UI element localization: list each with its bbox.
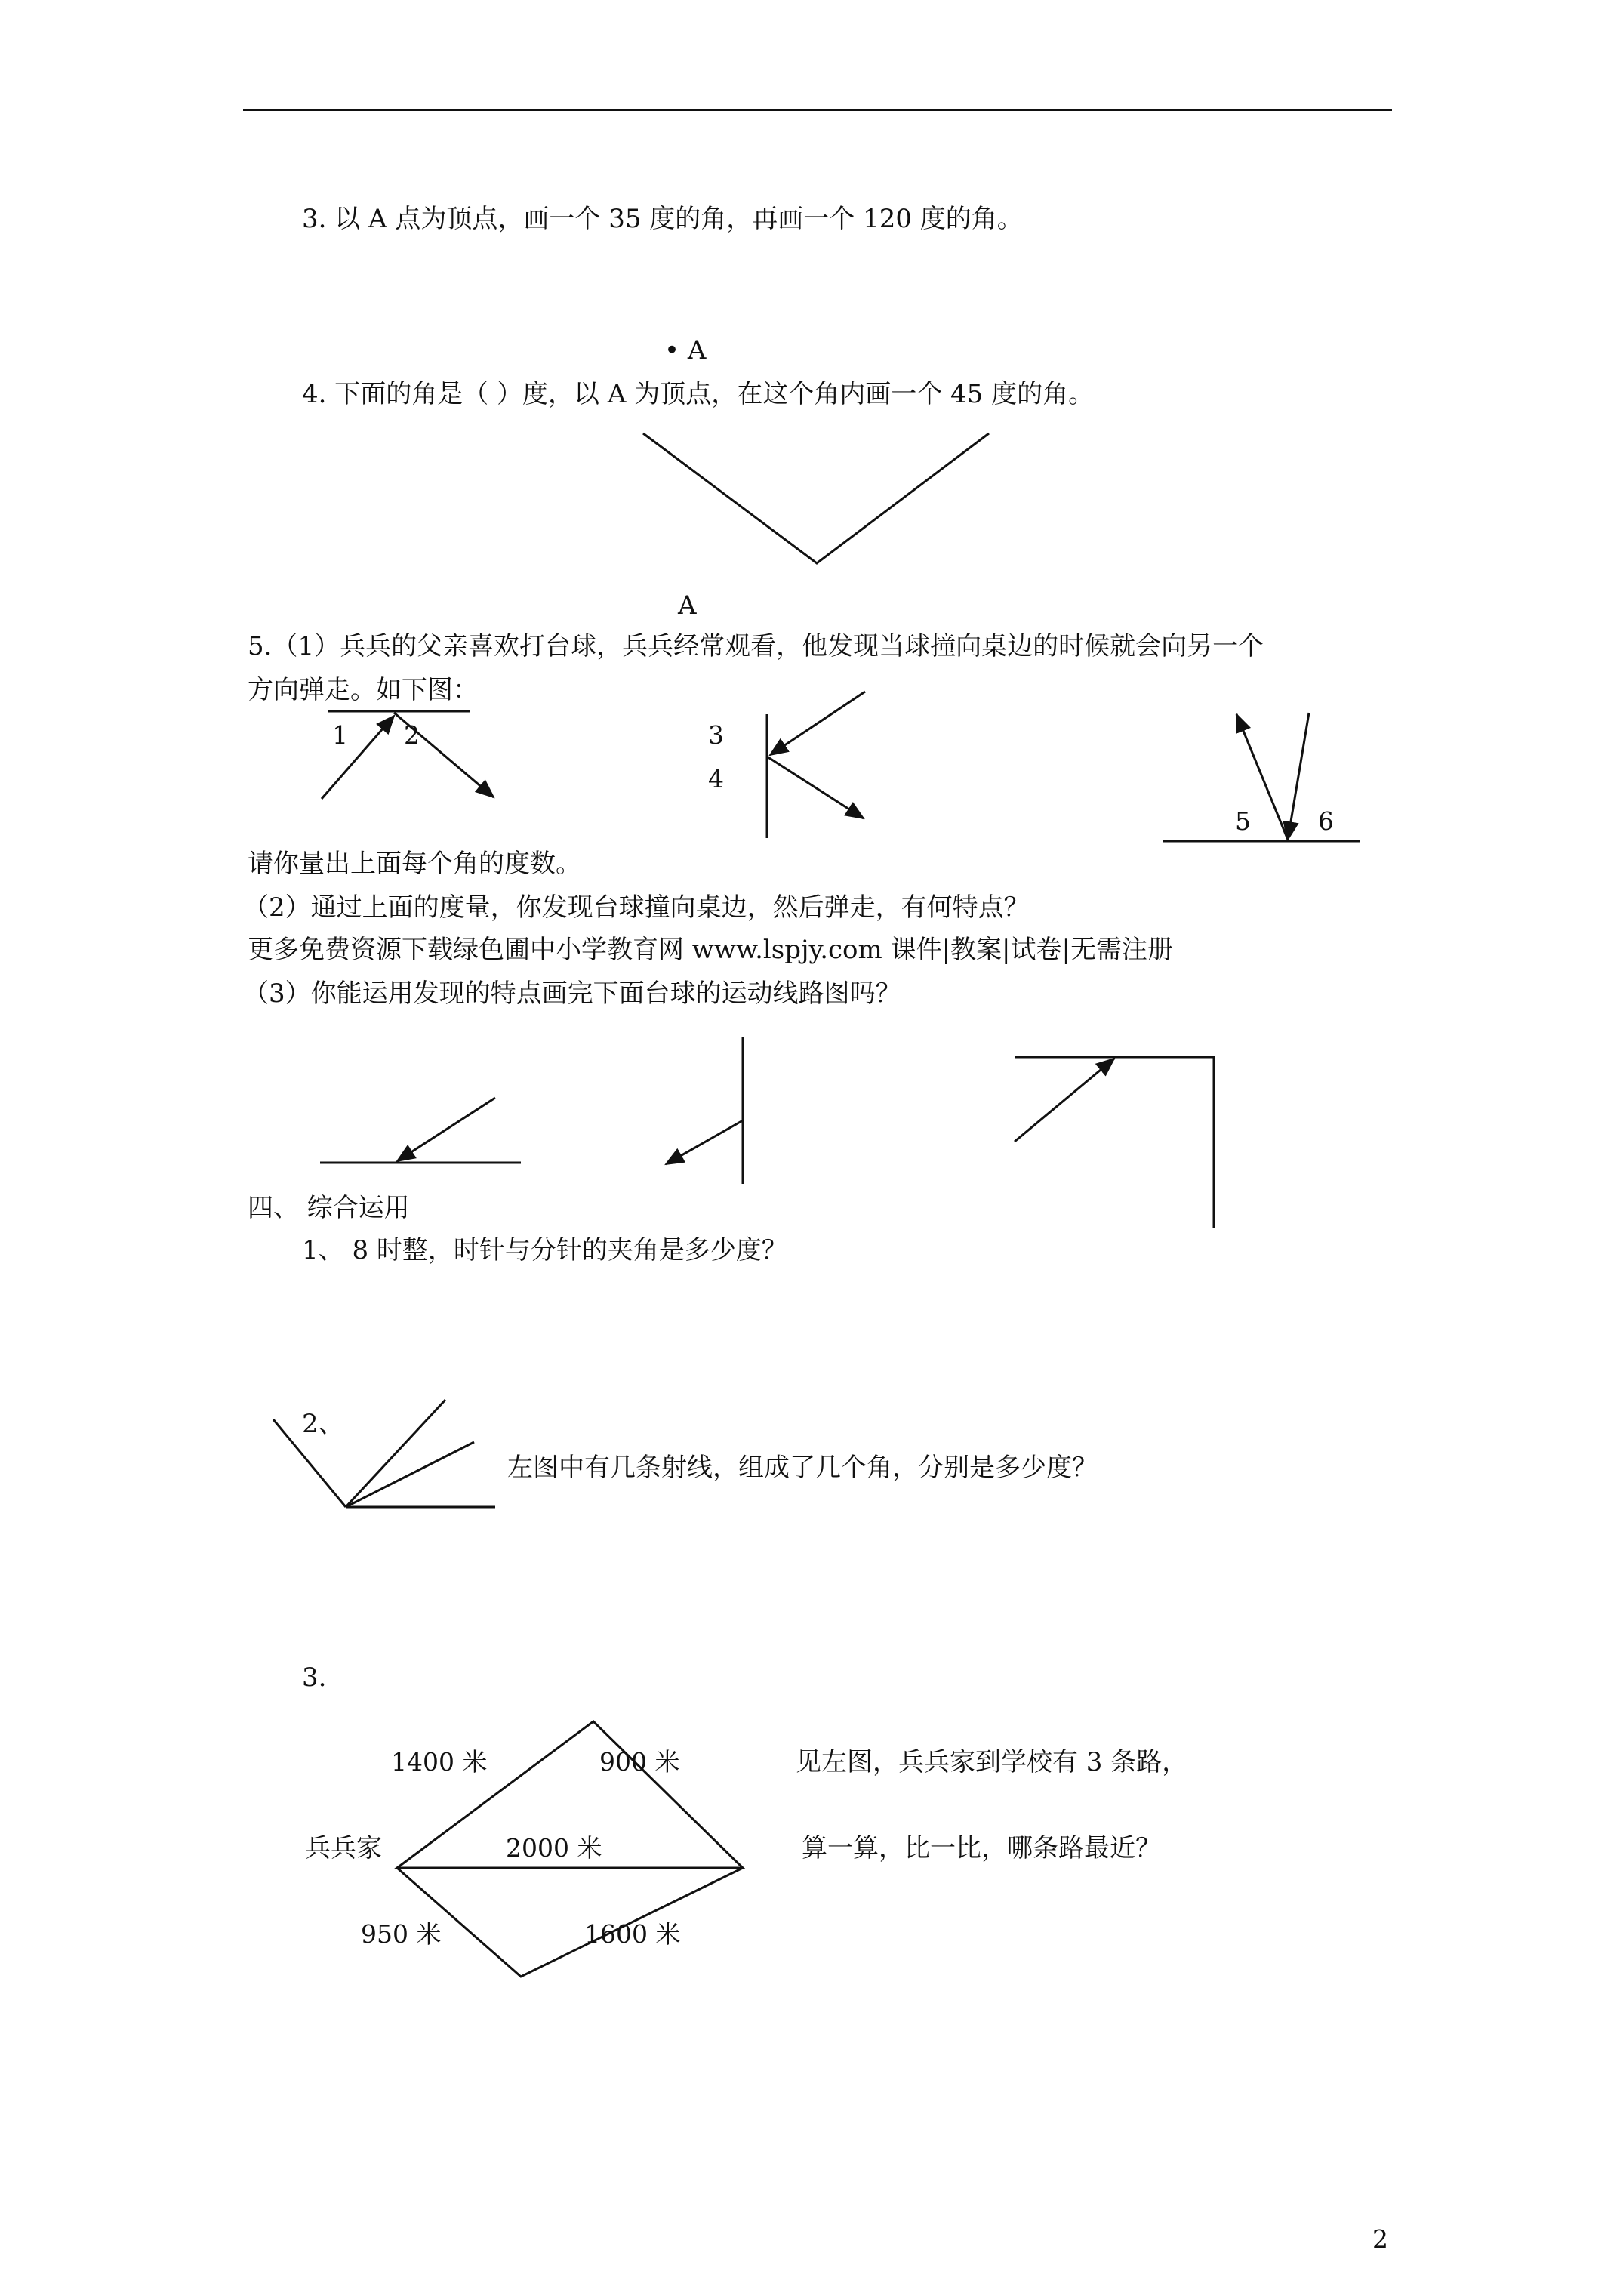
q5-intro-line1: 5.（1）兵兵的父亲喜欢打台球，兵兵经常观看，他发现当球撞向桌边的时候就会向另一个 <box>248 631 1264 661</box>
q3-point-a: • A <box>664 335 707 365</box>
section4-q1: 1、 8 时整，时针与分针的夹角是多少度？ <box>302 1235 787 1265</box>
section4-q3-line2: 算一算，比一比，哪条路最近？ <box>802 1833 1161 1863</box>
q5-part2: （2）通过上面的度量，你发现台球撞向桌边，然后弹走，有何特点？ <box>243 892 1030 923</box>
ray-2 <box>346 1400 445 1507</box>
incoming-path-2 <box>770 692 865 755</box>
outgoing-path-2 <box>767 757 864 818</box>
path-c <box>1015 1059 1114 1142</box>
route-upper <box>397 1721 743 1868</box>
outgoing-path-1 <box>394 713 494 797</box>
q5-part3: （3）你能运用发现的特点画完下面台球的运动线路图吗？ <box>243 978 901 1009</box>
q4-vertex-label: A <box>678 590 697 621</box>
incoming-path-1 <box>322 716 394 799</box>
angle-label-4: 4 <box>708 764 724 794</box>
section4-q2-text: 左图中有几条射线，组成了几个角，分别是多少度？ <box>507 1453 1098 1483</box>
ray-1 <box>273 1419 346 1507</box>
angle-label-6: 6 <box>1318 806 1334 836</box>
q5-ad: 更多免费资源下载绿色圃中小学教育网 www.lspjy.com 课件|教案|试卷|无需注册 <box>248 935 1173 965</box>
map-distance-1600: 1600 米 <box>584 1919 681 1949</box>
section4-q3-num: 3. <box>302 1663 327 1693</box>
angle-label-3: 3 <box>708 720 724 750</box>
page-number: 2 <box>1372 2224 1388 2254</box>
q3-text: 3. 以 A 点为顶点，画一个 35 度的角，再画一个 120 度的角。 <box>302 204 1023 234</box>
q4-angle <box>643 433 989 563</box>
angle-label-1: 1 <box>332 720 348 750</box>
outgoing-path-3 <box>1236 714 1288 840</box>
ray-3 <box>346 1442 474 1507</box>
q5-measure: 请你量出上面每个角的度数。 <box>248 849 581 879</box>
path-b <box>666 1120 743 1164</box>
path-a <box>397 1098 495 1161</box>
section4-title: 四、 综合运用 <box>248 1193 410 1223</box>
angle-label-5: 5 <box>1235 806 1251 836</box>
route-lower <box>397 1868 743 1977</box>
map-home-label: 兵兵家 <box>305 1833 382 1863</box>
section4-q2-num: 2、 <box>302 1409 344 1439</box>
incoming-path-3 <box>1288 713 1309 840</box>
map-distance-1400: 1400 米 <box>391 1747 488 1777</box>
table-corner-c <box>1015 1057 1214 1228</box>
map-distance-900: 900 米 <box>599 1747 680 1777</box>
angle-label-2: 2 <box>404 720 420 750</box>
q4-text: 4. 下面的角是（ ）度，以 A 为顶点，在这个角内画一个 45 度的角。 <box>302 379 1095 409</box>
section4-q3-line1: 见左图，兵兵家到学校有 3 条路， <box>796 1747 1188 1777</box>
q5-intro-line2: 方向弹走。如下图： <box>248 675 479 705</box>
map-distance-950: 950 米 <box>361 1919 442 1949</box>
map-distance-2000: 2000 米 <box>506 1833 602 1863</box>
